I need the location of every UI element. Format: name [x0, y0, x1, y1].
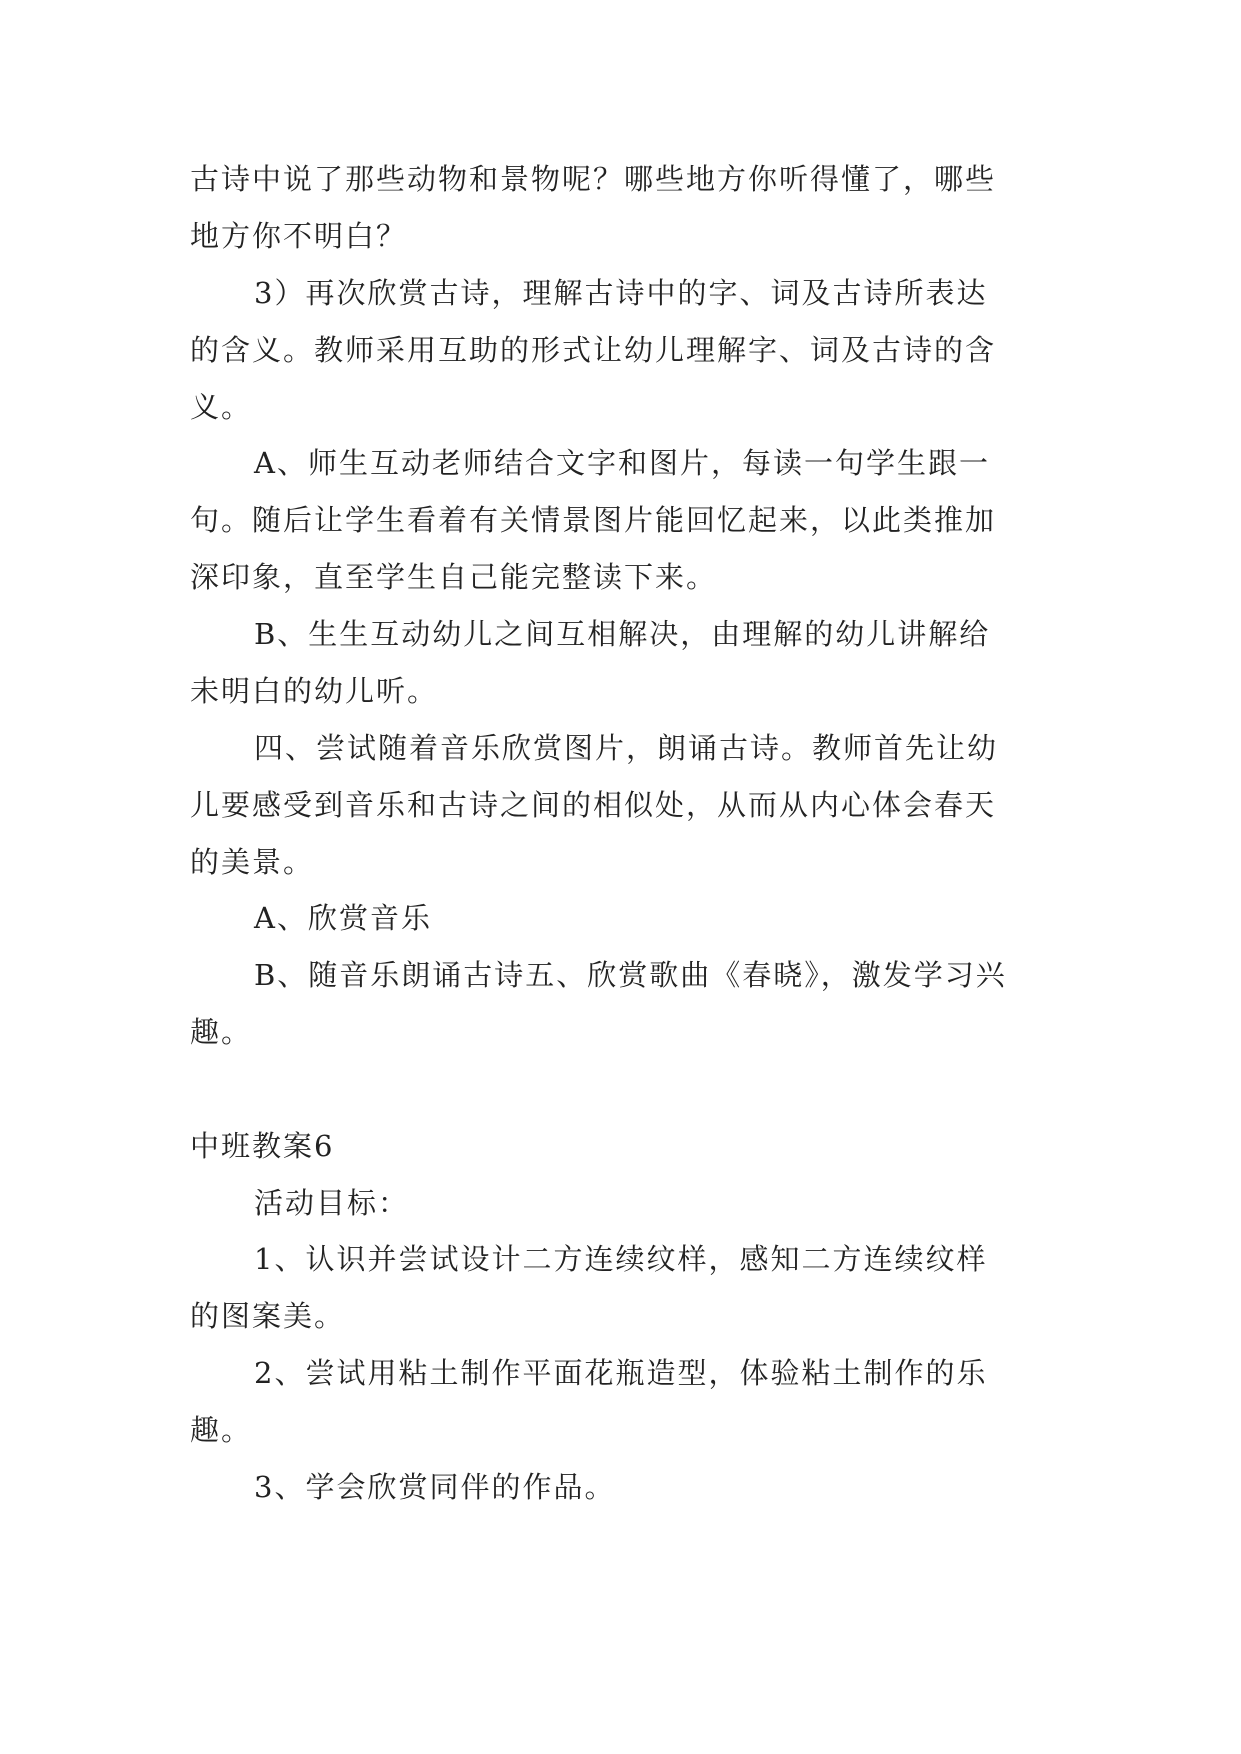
text-line: A、师生互动老师结合文字和图片，每读一句学生跟一: [254, 446, 990, 480]
text-line: 儿要感受到音乐和古诗之间的相似处，从而从内心体会春天: [190, 788, 997, 822]
text-line: 的图案美。: [190, 1299, 346, 1333]
text-line: 1、认识并尝试设计二方连续纹样，感知二方连续纹样: [254, 1242, 988, 1276]
text-line: 活动目标：: [254, 1186, 410, 1220]
text-line: 2、尝试用粘土制作平面花瓶造型，体验粘土制作的乐: [254, 1356, 988, 1390]
text-line: 地方你不明白？: [190, 219, 408, 253]
text-line: B、随音乐朗诵古诗五、欣赏歌曲《春晓》，激发学习兴: [254, 958, 1007, 992]
section-heading: 中班教案6: [190, 1129, 335, 1163]
text-line: 未明白的幼儿听。: [190, 674, 439, 708]
text-line: 义。: [190, 390, 253, 424]
text-line: 的美景。: [190, 845, 315, 879]
text-line: 趣。: [190, 1413, 253, 1447]
text-line: 3）再次欣赏古诗，理解古诗中的字、词及古诗所表达: [254, 276, 988, 310]
text-line: 深印象，直至学生自己能完整读下来。: [190, 560, 718, 594]
text-line: 古诗中说了那些动物和景物呢？哪些地方你听得懂了，哪些: [190, 162, 997, 196]
text-line: 句。随后让学生看着有关情景图片能回忆起来，以此类推加: [190, 503, 997, 537]
text-line: 3、学会欣赏同伴的作品。: [254, 1470, 616, 1504]
text-line: 四、尝试随着音乐欣赏图片，朗诵古诗。教师首先让幼: [254, 731, 999, 765]
text-line: B、生生互动幼儿之间互相解决，由理解的幼儿讲解给: [254, 617, 991, 651]
text-line: 的含义。教师采用互助的形式让幼儿理解字、词及古诗的含: [190, 333, 997, 367]
text-line: A、欣赏音乐: [254, 901, 432, 935]
text-line: 趣。: [190, 1015, 253, 1049]
